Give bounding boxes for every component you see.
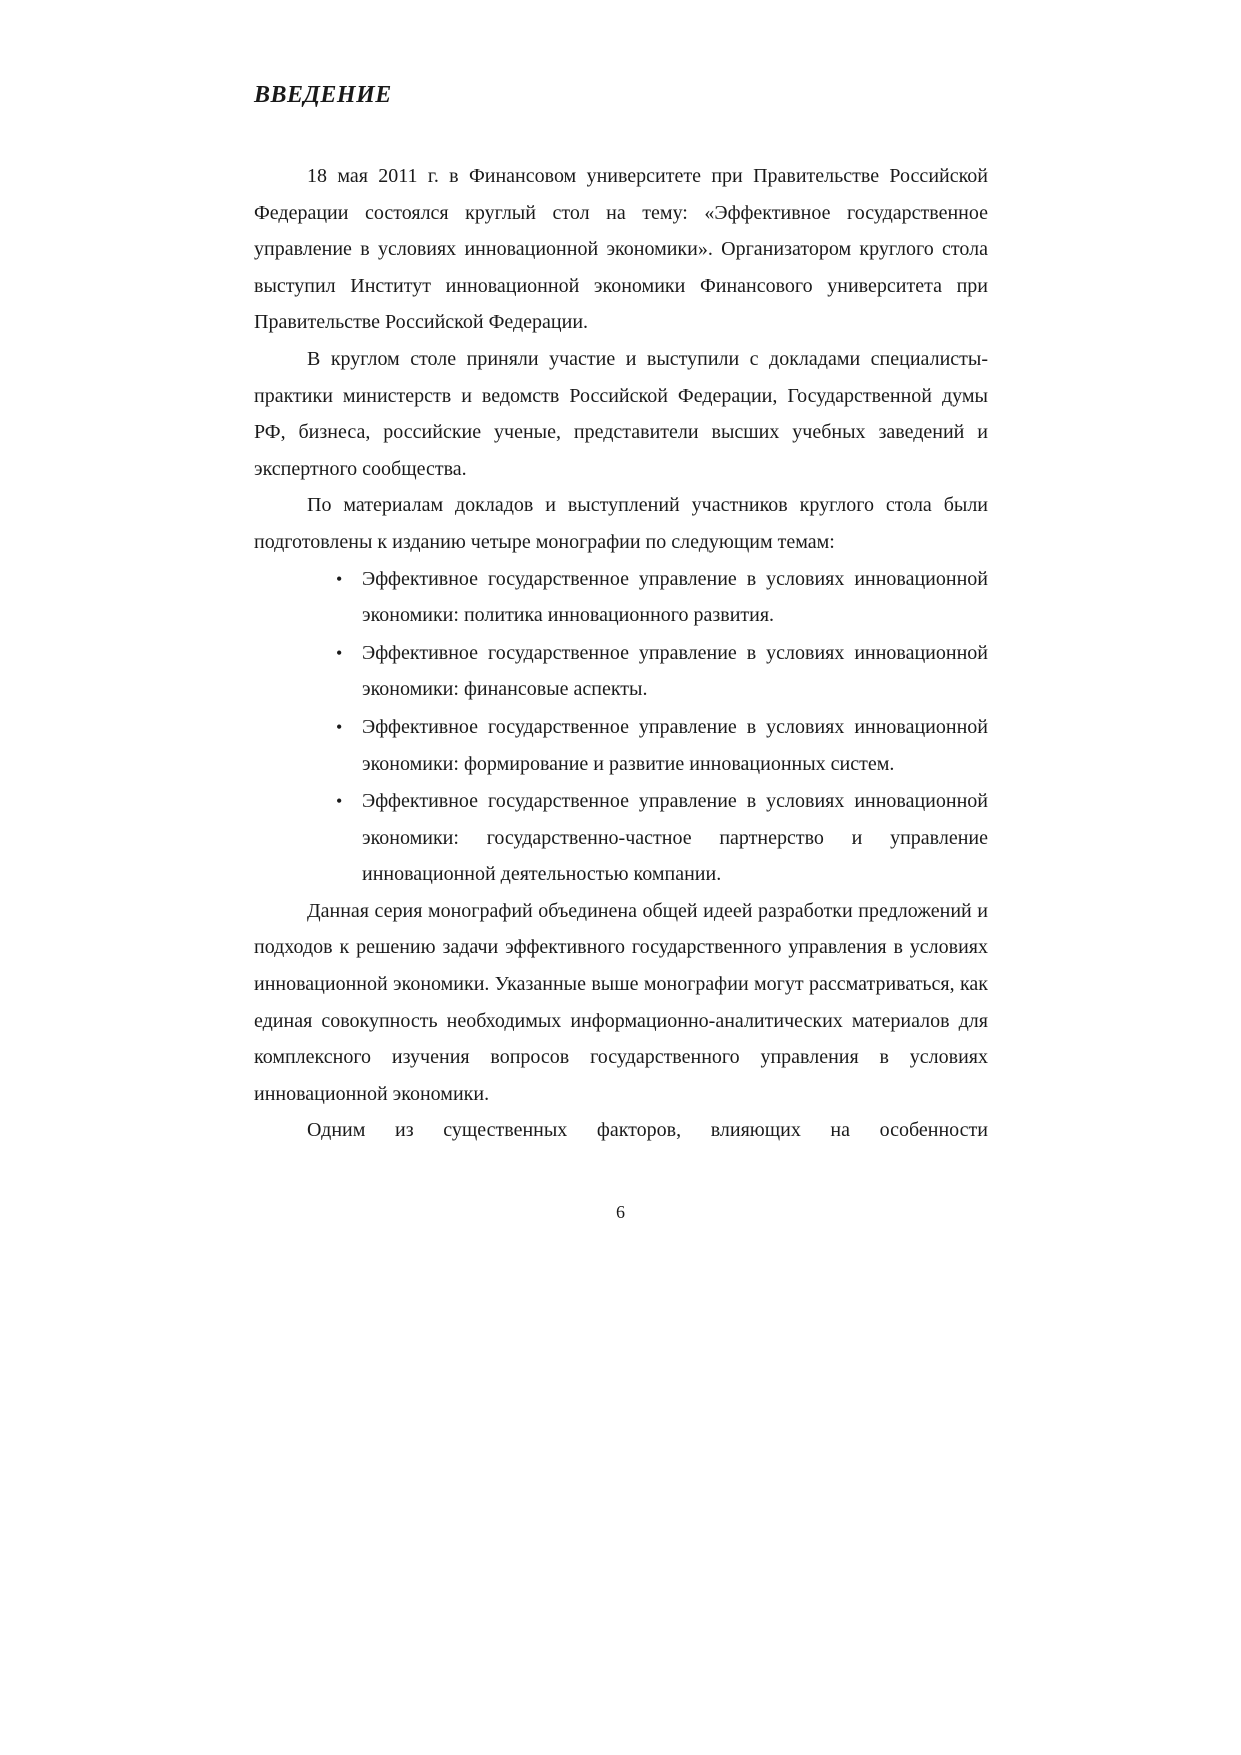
bullet-icon: • — [336, 716, 343, 737]
list-item — [336, 709, 988, 782]
bullet-icon: • — [336, 642, 343, 663]
body-text — [254, 158, 988, 1149]
paragraph-monographs: По материалам докладов и выступлений участников круглого стола были подготовлены к изданию четыре монографии по следующим темам: — [254, 494, 988, 553]
paragraph-intro: 18 мая 2011 г. в Финансовом университете при Правительстве Российской Федерации состоялся круглый стол на тему: «Эффективное государственное управление в условиях инновационной экономики». Организатором круглого стола выступил Институт инновационной экономики Финансового университета при Правительстве Российской Федерации. — [254, 165, 988, 334]
list-item — [336, 783, 988, 893]
paragraph-factors: Одним из существенных факторов, влияющих на особенности — [307, 1119, 988, 1142]
bullet-icon: • — [336, 568, 343, 589]
list-item — [336, 561, 988, 634]
list-item-text: Эффективное государственное управление в условиях инновационной экономики: политика инновационного развития. — [362, 567, 988, 627]
list-item-text: Эффективное государственное управление в условиях инновационной экономики: формирование и развитие инновационных систем. — [362, 715, 988, 775]
paragraph-series: Данная серия монографий объединена общей идеей разработки предложений и подходов к решению задачи эффективного государственного управления в условиях инновационной экономики. Указанные выше монографии могут рассматриваться, как единая совокупность необходимых информационно-аналитических материалов для комплексного изучения вопросов государственного управления в условиях инновационной экономики. — [254, 899, 988, 1105]
list-item-text: Эффективное государственное управление в условиях инновационной экономики: финансовые аспекты. — [362, 641, 988, 701]
paragraph-participants: В круглом столе приняли участие и выступили с докладами специалисты-практики министерств и ведомств Российской Федерации, Государственной думы РФ, бизнеса, российские ученые, представители высших учебных заведений и экспертного сообщества. — [254, 347, 988, 480]
page-number: 6 — [616, 1202, 625, 1222]
section-heading: ВВЕДЕНИЕ — [254, 82, 392, 108]
list-item — [336, 635, 988, 708]
monograph-list — [254, 561, 988, 893]
list-item-text: Эффективное государственное управление в условиях инновационной экономики: государственно-частное партнерство и управление инновационной деятельностью компании. — [362, 790, 988, 886]
bullet-icon: • — [336, 791, 343, 812]
